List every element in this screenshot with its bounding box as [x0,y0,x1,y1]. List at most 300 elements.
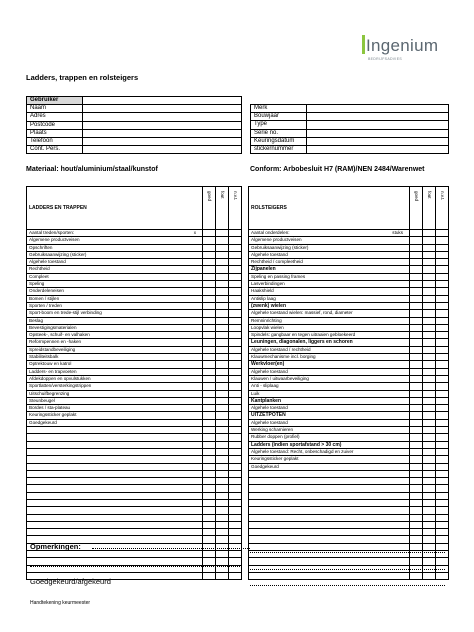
check-cell[interactable] [229,405,242,412]
check-cell[interactable] [410,251,423,258]
check-cell[interactable] [410,405,423,412]
check-cell[interactable] [436,529,449,536]
check-cell[interactable] [410,478,423,485]
check-cell[interactable] [229,551,242,558]
check-cell[interactable] [203,521,216,528]
check-cell[interactable] [436,324,449,331]
check-cell[interactable] [423,434,436,441]
check-cell[interactable] [203,448,216,455]
field-value[interactable] [83,113,242,121]
check-cell[interactable] [203,375,216,382]
check-cell[interactable] [203,266,216,273]
approved-line[interactable] [250,585,445,586]
check-cell[interactable] [216,368,229,375]
check-cell[interactable] [203,456,216,463]
check-cell[interactable] [203,324,216,331]
check-cell[interactable] [436,244,449,251]
check-cell[interactable] [423,295,436,302]
check-cell[interactable] [229,230,242,237]
check-cell[interactable] [229,302,242,309]
check-cell[interactable] [410,507,423,514]
check-cell[interactable] [423,244,436,251]
check-cell[interactable] [436,295,449,302]
check-cell[interactable] [216,551,229,558]
field-value[interactable] [307,137,449,145]
check-cell[interactable] [229,346,242,353]
check-cell[interactable] [423,543,436,550]
check-cell[interactable] [423,492,436,499]
check-cell[interactable] [423,288,436,295]
check-cell[interactable] [229,514,242,521]
check-cell[interactable] [410,266,423,273]
check-cell[interactable] [229,485,242,492]
check-cell[interactable] [436,448,449,455]
check-cell[interactable] [216,266,229,273]
check-cell[interactable] [203,390,216,397]
check-cell[interactable] [229,259,242,266]
check-cell[interactable] [216,397,229,404]
check-cell[interactable] [203,478,216,485]
check-cell[interactable] [216,499,229,506]
check-cell[interactable] [216,536,229,543]
check-cell[interactable] [436,543,449,550]
check-cell[interactable] [410,419,423,426]
check-cell[interactable] [423,412,436,419]
check-cell[interactable] [216,485,229,492]
check-cell[interactable] [423,237,436,244]
check-cell[interactable] [410,317,423,324]
check-cell[interactable] [203,251,216,258]
check-cell[interactable] [423,470,436,477]
field-value[interactable] [307,146,449,154]
check-cell[interactable] [229,521,242,528]
check-cell[interactable] [436,281,449,288]
check-cell[interactable] [436,317,449,324]
check-cell[interactable] [216,310,229,317]
check-cell[interactable] [203,536,216,543]
check-cell[interactable] [423,361,436,368]
check-cell[interactable] [423,397,436,404]
field-value[interactable] [83,129,242,137]
check-cell[interactable] [216,507,229,514]
check-cell[interactable] [410,273,423,280]
check-cell[interactable] [410,361,423,368]
check-cell[interactable] [410,324,423,331]
check-cell[interactable] [436,485,449,492]
remarks-line-4[interactable] [250,569,445,570]
check-cell[interactable] [203,470,216,477]
check-cell[interactable] [216,558,229,565]
check-cell[interactable] [229,412,242,419]
check-cell[interactable] [203,288,216,295]
check-cell[interactable] [229,463,242,470]
check-cell[interactable] [436,339,449,346]
check-cell[interactable] [410,310,423,317]
check-cell[interactable] [423,427,436,434]
check-cell[interactable] [203,339,216,346]
check-cell[interactable] [423,259,436,266]
check-cell[interactable] [410,332,423,339]
check-cell[interactable] [410,375,423,382]
check-cell[interactable] [229,266,242,273]
check-cell[interactable] [423,514,436,521]
check-cell[interactable] [216,478,229,485]
check-cell[interactable] [203,259,216,266]
check-cell[interactable] [423,302,436,309]
check-cell[interactable] [229,558,242,565]
check-cell[interactable] [229,251,242,258]
check-cell[interactable] [423,478,436,485]
check-cell[interactable] [203,514,216,521]
check-cell[interactable] [229,427,242,434]
check-cell[interactable] [229,339,242,346]
check-cell[interactable] [229,288,242,295]
check-cell[interactable] [410,368,423,375]
check-cell[interactable] [436,354,449,361]
check-cell[interactable] [423,266,436,273]
check-cell[interactable] [229,281,242,288]
check-cell[interactable] [410,470,423,477]
check-cell[interactable] [229,572,242,579]
check-cell[interactable] [423,572,436,579]
check-cell[interactable] [229,375,242,382]
check-cell[interactable] [423,230,436,237]
check-cell[interactable] [216,317,229,324]
check-cell[interactable] [203,572,216,579]
check-cell[interactable] [203,237,216,244]
check-cell[interactable] [229,543,242,550]
check-cell[interactable] [423,251,436,258]
check-cell[interactable] [423,456,436,463]
check-cell[interactable] [410,383,423,390]
checklist-row [27,237,242,244]
check-cell[interactable] [436,302,449,309]
check-cell[interactable] [203,485,216,492]
check-cell[interactable] [216,295,229,302]
check-cell[interactable] [216,521,229,528]
check-cell[interactable] [436,558,449,565]
check-cell[interactable] [410,346,423,353]
check-cell[interactable] [410,485,423,492]
check-cell[interactable] [216,419,229,426]
check-cell[interactable] [216,412,229,419]
check-cell[interactable] [410,529,423,536]
check-cell[interactable] [216,354,229,361]
check-cell[interactable] [203,551,216,558]
check-cell[interactable] [436,390,449,397]
checklist-item-label: Spreidstandbeveiliging [27,346,203,353]
check-cell[interactable] [229,368,242,375]
check-cell[interactable] [436,251,449,258]
check-cell[interactable] [436,346,449,353]
check-cell[interactable] [410,499,423,506]
check-cell[interactable] [229,354,242,361]
field-value[interactable] [83,146,242,154]
check-cell[interactable] [216,339,229,346]
check-cell[interactable] [229,492,242,499]
check-cell[interactable] [423,390,436,397]
field-value[interactable] [83,121,242,129]
check-cell[interactable] [436,492,449,499]
check-cell[interactable] [229,419,242,426]
check-cell[interactable] [436,456,449,463]
check-cell[interactable] [436,361,449,368]
check-cell[interactable] [203,317,216,324]
check-cell[interactable] [216,543,229,550]
check-cell[interactable] [216,514,229,521]
remarks-line-3[interactable] [30,566,240,567]
check-cell[interactable] [203,507,216,514]
check-cell[interactable] [216,361,229,368]
check-cell[interactable] [410,244,423,251]
check-cell[interactable] [229,536,242,543]
check-cell[interactable] [423,441,436,448]
check-cell[interactable] [423,405,436,412]
check-cell[interactable] [423,558,436,565]
check-cell[interactable] [436,536,449,543]
check-cell[interactable] [436,427,449,434]
check-cell[interactable] [229,273,242,280]
check-cell[interactable] [216,288,229,295]
check-cell[interactable] [203,310,216,317]
check-cell[interactable] [216,529,229,536]
check-cell[interactable] [436,434,449,441]
check-cell[interactable] [436,507,449,514]
check-cell[interactable] [436,237,449,244]
user-header-value[interactable] [83,97,242,105]
check-cell[interactable] [410,427,423,434]
check-cell[interactable] [229,324,242,331]
check-cell[interactable] [436,521,449,528]
field-value[interactable] [307,113,449,121]
remarks-line-1[interactable] [92,548,250,549]
check-cell[interactable] [203,419,216,426]
check-cell[interactable] [229,317,242,324]
check-cell[interactable] [436,375,449,382]
check-cell[interactable] [410,434,423,441]
check-cell[interactable] [216,302,229,309]
check-cell[interactable] [216,434,229,441]
check-cell[interactable] [229,448,242,455]
check-cell[interactable] [410,237,423,244]
check-cell[interactable] [216,470,229,477]
check-cell[interactable] [229,383,242,390]
check-cell[interactable] [203,383,216,390]
check-cell[interactable] [203,463,216,470]
check-cell[interactable] [423,339,436,346]
check-cell[interactable] [203,354,216,361]
check-cell[interactable] [423,521,436,528]
check-cell[interactable] [410,456,423,463]
check-cell[interactable] [229,310,242,317]
check-cell[interactable] [436,266,449,273]
check-cell[interactable] [436,397,449,404]
check-cell[interactable] [423,281,436,288]
check-cell[interactable] [229,361,242,368]
check-cell[interactable] [203,434,216,441]
check-cell[interactable] [423,317,436,324]
check-cell[interactable] [436,383,449,390]
check-cell[interactable] [216,383,229,390]
check-cell[interactable] [216,441,229,448]
check-cell[interactable] [410,339,423,346]
check-cell[interactable] [203,368,216,375]
check-cell[interactable] [410,558,423,565]
check-cell[interactable] [436,463,449,470]
check-cell[interactable] [229,507,242,514]
check-cell[interactable] [203,302,216,309]
check-cell[interactable] [203,492,216,499]
check-cell[interactable] [436,441,449,448]
check-cell[interactable] [203,427,216,434]
check-cell[interactable] [216,405,229,412]
field-value[interactable] [83,138,242,146]
check-cell[interactable] [216,572,229,579]
check-cell[interactable] [410,543,423,550]
check-cell[interactable] [423,485,436,492]
check-cell[interactable] [229,499,242,506]
check-cell[interactable] [203,405,216,412]
check-cell[interactable] [216,463,229,470]
check-cell[interactable] [216,281,229,288]
check-cell[interactable] [436,288,449,295]
check-cell[interactable] [410,521,423,528]
check-cell[interactable] [410,288,423,295]
check-cell[interactable] [436,273,449,280]
check-cell[interactable] [423,536,436,543]
check-cell[interactable] [229,529,242,536]
check-cell[interactable] [410,536,423,543]
check-cell[interactable] [423,324,436,331]
check-cell[interactable] [229,397,242,404]
check-cell[interactable] [216,237,229,244]
check-cell[interactable] [229,244,242,251]
check-cell[interactable] [436,514,449,521]
check-cell[interactable] [436,412,449,419]
check-cell[interactable] [203,361,216,368]
check-cell[interactable] [216,375,229,382]
check-cell[interactable] [410,441,423,448]
check-cell[interactable] [203,441,216,448]
check-cell[interactable] [203,412,216,419]
check-cell[interactable] [229,295,242,302]
check-cell[interactable] [229,434,242,441]
check-cell[interactable] [216,230,229,237]
check-cell[interactable] [436,405,449,412]
check-cell[interactable] [229,237,242,244]
check-cell[interactable] [436,332,449,339]
check-cell[interactable] [436,310,449,317]
check-cell[interactable] [423,354,436,361]
check-cell[interactable] [436,230,449,237]
check-cell[interactable] [436,572,449,579]
check-cell[interactable] [216,390,229,397]
check-cell[interactable] [216,259,229,266]
check-cell[interactable] [410,514,423,521]
check-cell[interactable] [203,332,216,339]
check-cell[interactable] [216,332,229,339]
check-cell[interactable] [216,273,229,280]
check-cell[interactable] [216,492,229,499]
check-cell[interactable] [203,230,216,237]
check-cell[interactable] [410,448,423,455]
check-cell[interactable] [423,529,436,536]
check-cell[interactable] [229,332,242,339]
check-cell[interactable] [216,448,229,455]
check-cell[interactable] [410,572,423,579]
check-cell[interactable] [410,463,423,470]
check-cell[interactable] [423,507,436,514]
check-cell[interactable] [410,492,423,499]
check-cell[interactable] [423,332,436,339]
check-cell[interactable] [203,543,216,550]
check-cell[interactable] [203,499,216,506]
check-cell[interactable] [410,354,423,361]
check-cell[interactable] [203,273,216,280]
check-cell[interactable] [410,259,423,266]
check-cell[interactable] [203,529,216,536]
check-cell[interactable] [216,346,229,353]
check-cell[interactable] [229,478,242,485]
check-cell[interactable] [436,470,449,477]
check-cell[interactable] [423,346,436,353]
check-cell[interactable] [423,273,436,280]
check-cell[interactable] [203,295,216,302]
check-cell[interactable] [423,419,436,426]
check-cell[interactable] [216,456,229,463]
check-cell[interactable] [410,295,423,302]
check-cell[interactable] [203,397,216,404]
check-cell[interactable] [410,281,423,288]
check-cell[interactable] [216,251,229,258]
check-cell[interactable] [423,368,436,375]
check-cell[interactable] [203,281,216,288]
check-cell[interactable] [229,470,242,477]
check-cell[interactable] [423,310,436,317]
check-cell[interactable] [410,230,423,237]
check-cell[interactable] [229,441,242,448]
check-cell[interactable] [203,346,216,353]
check-cell[interactable] [436,419,449,426]
check-cell[interactable] [410,302,423,309]
check-cell[interactable] [423,383,436,390]
check-cell[interactable] [216,244,229,251]
check-cell[interactable] [216,324,229,331]
check-cell[interactable] [436,478,449,485]
check-cell[interactable] [410,397,423,404]
checklist-row [27,310,242,317]
check-cell[interactable] [216,427,229,434]
check-cell[interactable] [423,375,436,382]
check-cell[interactable] [423,448,436,455]
check-cell[interactable] [410,412,423,419]
check-cell[interactable] [203,244,216,251]
check-cell[interactable] [229,390,242,397]
field-value[interactable] [307,129,449,137]
check-cell[interactable] [436,368,449,375]
field-value[interactable] [307,105,449,113]
field-value[interactable] [83,105,242,113]
check-cell[interactable] [229,456,242,463]
check-cell[interactable] [423,463,436,470]
check-cell[interactable] [423,499,436,506]
check-cell[interactable] [436,259,449,266]
check-cell[interactable] [436,499,449,506]
check-cell[interactable] [203,558,216,565]
check-cell[interactable] [410,390,423,397]
remarks-line-2[interactable] [250,552,445,553]
field-value[interactable] [307,121,449,129]
